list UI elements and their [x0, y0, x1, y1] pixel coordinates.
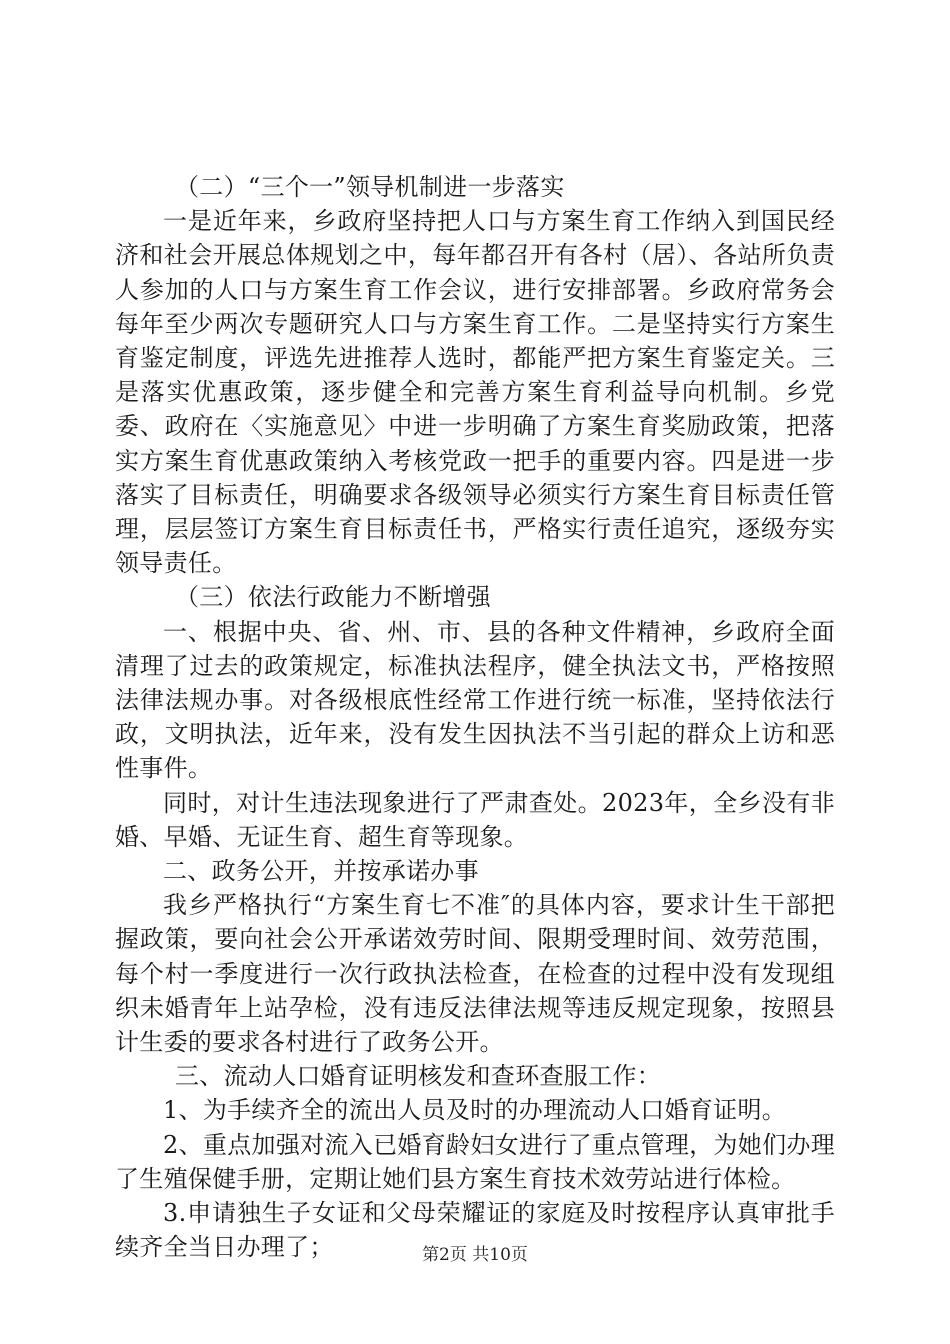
page-number-footer: 第2页 共10页	[422, 1245, 528, 1265]
paragraph-violations: 同时，对计生违法现象进行了严肃查处。2023年，全乡没有非婚、早婚、无证生育、超生育等现象。	[115, 788, 835, 851]
list-item-2: 2、重点加强对流入已婚育龄妇女进行了重点管理，为她们办理了生殖保健手册，定期让她们县方案生育技术效劳站进行体检。	[115, 1130, 835, 1193]
list-item-3: 3.申请独生子女证和父母荣耀证的家庭及时按程序认真审批手续齐全当日办理了；	[115, 1199, 835, 1262]
section-heading-3: （三）依法行政能力不断增强	[175, 583, 491, 612]
paragraph-leadership-mechanism: 一是近年来，乡政府坚持把人口与方案生育工作纳入到国民经济和社会开展总体规划之中，每年都召开有各村（居）、各站所负责人参加的人口与方案生育工作会议，进行安排部署。乡政府常务会每年至少两次专题研究人口与方案生育工作。二是坚持实行方案生育鉴定制度，评选先进推荐人选时，都能严把方案生育鉴定关。三是落实优惠政策，逐步健全和完善方案生育利益导向机制。乡党委、政府在〈实施意见〉中进一步明确了方案生育奖励政策，把落实方案生育优惠政策纳入考核党政一把手的重要内容。四是进一步落实了目标责任，明确要求各级领导必须实行方案生育目标责任管理，层层签订方案生育目标责任书，严格实行责任追究，逐级夯实领导责任。	[115, 207, 835, 578]
paragraph-affairs-public: 我乡严格执行“方案生育七不准″的具体内容，要求计生干部把握政策，要向社会公开承诺效劳时间、限期受理时间、效劳范围，每个村一季度进行一次行政执法检查，在检查的过程中没有发现组织未婚青年上站孕检，没有违反法律法规等违反规定现象，按照县计生委的要求各村进行了政务公开。	[115, 891, 835, 1057]
list-item-1: 1、为手续齐全的流出人员及时的办理流动人口婚育证明。	[163, 1096, 787, 1125]
paragraph-affairs-heading: 二、政务公开，并按承诺办事	[163, 857, 479, 886]
document-body	[115, 170, 835, 1265]
section-heading-floating-population: 三、流动人口婚育证明核发和查环查服工作：	[175, 1062, 661, 1091]
section-heading-2: （二）“三个一”领导机制进一步落实	[175, 173, 565, 201]
paragraph-law-administration: 一、根据中央、省、州、市、县的各种文件精神，乡政府全面清理了过去的政策规定，标准执法程序，健全执法文书，严格按照法律法规办事。对各级根底性经常工作进行统一标准，坚持依法行政，文明执法，近年来，没有发生因执法不当引起的群众上访和恶性事件。	[115, 617, 835, 783]
